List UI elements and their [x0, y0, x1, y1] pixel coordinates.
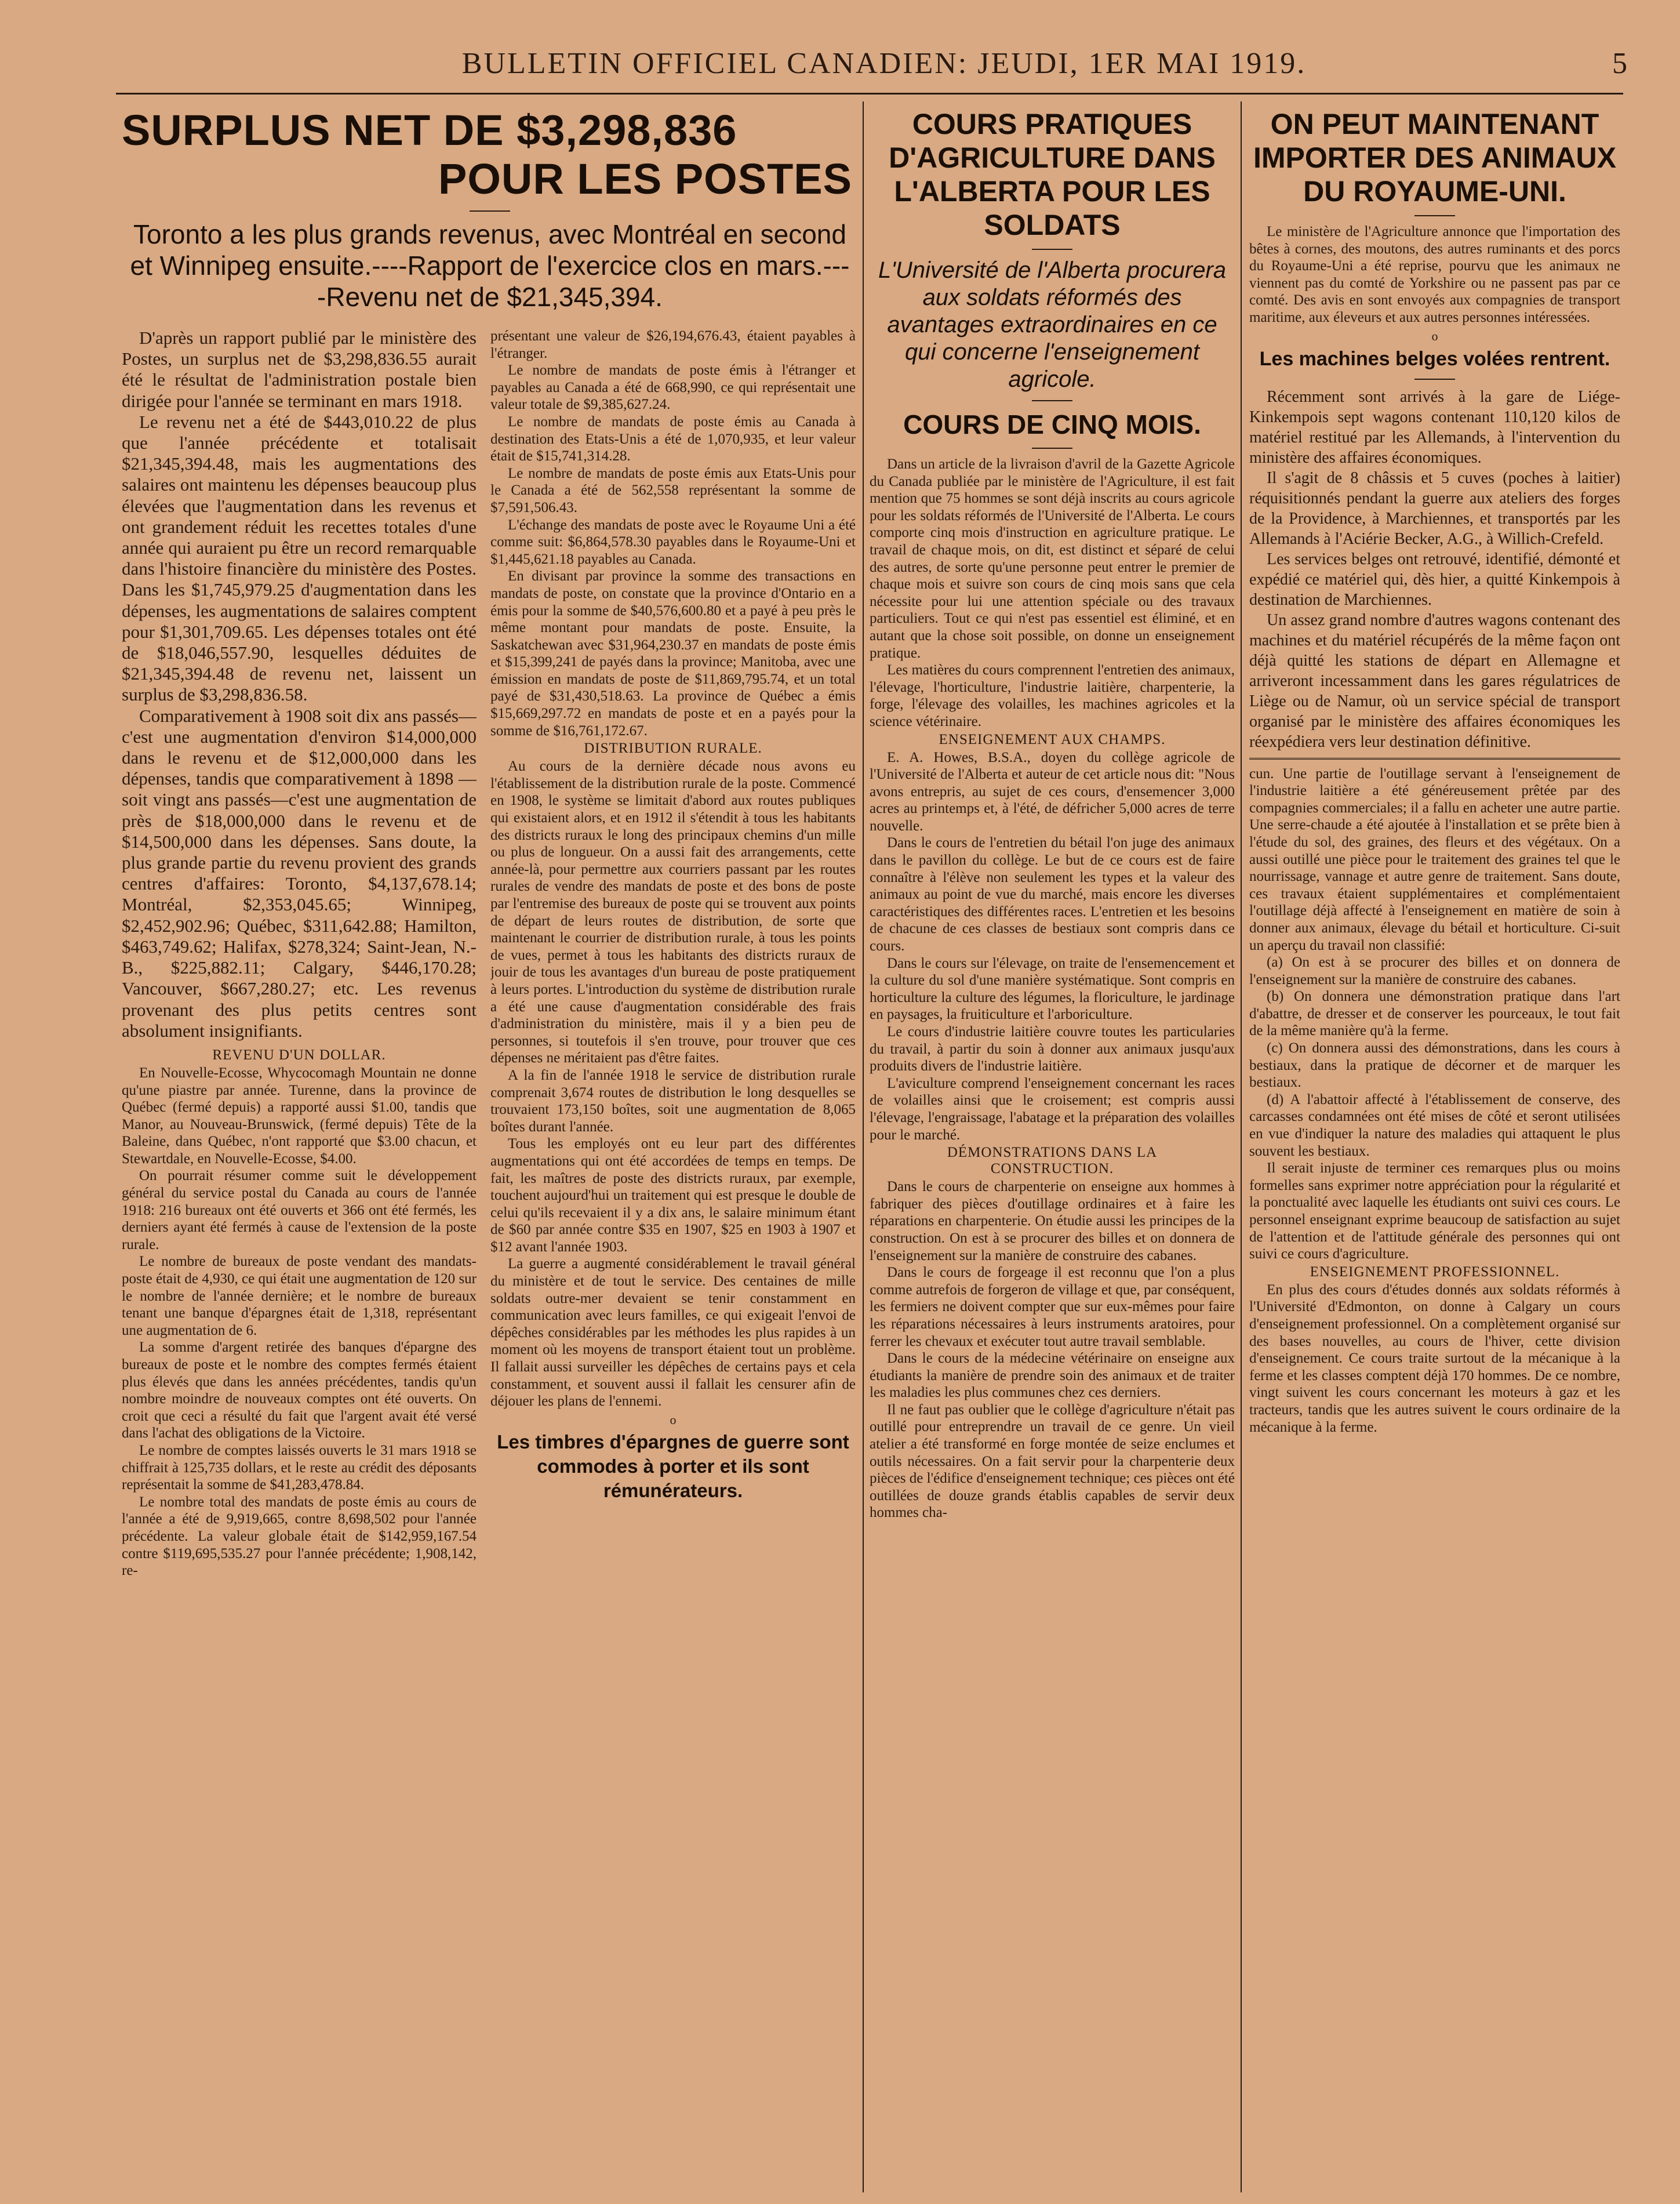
headline-rule [470, 210, 510, 212]
masthead: BULLETIN OFFICIEL CANADIEN: JEUDI, 1ER MAI 1919. [461, 47, 1307, 80]
paragraph: Il serait injuste de terminer ces remarques plus ou moins formelles sans exprimer notre appréciation pour la régularité et la ponctualité avec laquelle les étudiants ont suivi ces cours. Le personnel enseignant exprime beaucoup de satisfaction au sujet de l'attention et de l'attitude générale des personnes qui ont suivi ce cours d'agriculture. [1249, 1160, 1620, 1262]
paragraph: Il ne faut pas oublier que le collège d'agriculture n'était pas outillé pour entreprendre un travail de ce genre. Un vieil atelier a été transformé en forge montée de seize enclumes et outils nécessaires. On a fait servir pour la charpenterie deux pièces de l'édifice d'enseignement technique; ces pièces ont été outillées de douze grands établis capables de servir deux hommes cha- [870, 1401, 1235, 1521]
postes-column-1 [122, 328, 477, 2192]
col2-body-b [490, 758, 856, 1410]
alberta-pro-body [1249, 1281, 1620, 1436]
column-right [1249, 101, 1620, 2192]
subheadline-rule [1032, 448, 1072, 449]
paragraph: Dans le cours de l'entretien du bétail l'on juge des animaux dans le pavillon du collège. Le but de ce cours est de faire connaître à l'élève non seulement les types et la valeur des animaux au point de vue du marché, mais encore les diverses caractéristiques des différentes races. L'entretien et les besoins de chacune de ces classes de bestiaux sont compris dans ce cours. [870, 835, 1235, 954]
paragraph: A la fin de l'année 1918 le service de distribution rurale comprenait 3,674 routes de distribution le long desquelles se trouvaient 173,150 boîtes, soit une augmentation de 8,065 boîtes durant l'année. [490, 1067, 856, 1135]
paragraph: (a) On est à se procurer des billes et on donnera de l'enseignement sur la manière de construire des cabanes. [1249, 954, 1620, 987]
paragraph: cun. Une partie de l'outillage servant à l'enseignement de l'industrie laitière a été généreusement prêtée par des compagnies commerciales; il a fallu en acheter une autre partie. Une serre-chaude a été ajoutée à l'installation et se prête bien à l'étude du sol, des graines, des fleurs et des végétaux. On a aussi outillé une pièce pour le traitement des graines tel que le nourrissage, vannage et autre genre de traitement. Sans doute, ces travaux étaient supplémentaires et complémentaient l'outillage déjà affecté à l'enseignement en matière de soin à donner aux animaux, élevage du bétail et horticulture. Ci-suit un aperçu du travail non classifié: [1249, 765, 1620, 953]
paragraph: En divisant par province la somme des transactions en mandats de poste, on constate que la province d'Ontario en a émis pour la somme de $40,576,600.80 et a payé à peu près le même montant pour mandats de poste. Ensuite, la Saskatchewan avec $31,964,230.37 en mandats de poste émis et $15,399,241 de payés dans la province; Manitoba, avec une émission en mandats de poste de $11,869,795.74, et un total payé de $31,430,518.63. La province de Québec a émis $15,669,297.72 en mandats de poste et en a payés pour la somme de $16,761,172.67. [490, 568, 856, 739]
war-savings-notice: Les timbres d'épargnes de guerre sont commodes à porter et ils sont rémunérateurs. [497, 1430, 849, 1501]
alberta-body-c [870, 1178, 1235, 1522]
subhead-champs: ENSEIGNEMENT AUX CHAMPS. [939, 731, 1166, 747]
paragraph: La guerre a augmenté considérablement le travail général du ministère et de tout le service. Des centaines de mille soldats outre-mer devaient se tenir constamment en communication avec leurs familles, ce qui exigeait l'envoi de dépêches considérables par les méthodes les plus rapides à un moment où les moyens de transport étaient tout un problème. Il fallait aussi surveiller les dépêches de certains pays et cela constamment, et souvent aussi il fallait les censurer afin de déjouer les plans de l'ennemi. [490, 1256, 856, 1410]
paragraph: Dans un article de la livraison d'avril de la Gazette Agricole du Canada publiée par le ministère de l'Agriculture, il est fait mention que 75 hommes se sont déjà inscrits au cours agricole pour les soldats réformés de l'Université de l'Alberta. Le cours comporte cinq mois d'instruction en agriculture pratique. Le travail de chaque mois, on dit, est distinct et séparé de celui des autres, de sorte qu'une personne peut entrer le premier de chaque mois et suivre son cours de cinq mois sans que cela nécessite pour lui une attention spéciale ou des travaux particuliers. Tout ce qui n'est pas essentiel est éliminé, et en autant que la chose soit possible, on donne un enseignement pratique. [870, 456, 1235, 661]
paragraph: La somme d'argent retirée des banques d'épargne des bureaux de poste et le nombre des comptes fermés étaient plus élevés que dans les années précédentes, tandis qu'un nombre moindre de nouveaux comptes ont été ouverts. On croit que ceci a résulté du fait que l'argent avait été versé dans l'achat des obligations de la Victoire. [122, 1339, 477, 1442]
column-rule [1241, 101, 1242, 2192]
subhead-demo: DÉMONSTRATIONS DANS LA CONSTRUCTION. [947, 1145, 1158, 1177]
subhead-professionnel: ENSEIGNEMENT PROFESSIONNEL. [1310, 1263, 1560, 1280]
paragraph: (b) On donnera une démonstration pratique dans l'art d'abattre, de dresser et de conserver les pourceaux, le tout fait de la même manière qu'à la ferme. [1249, 989, 1620, 1039]
paragraph: Dans le cours de la médecine vétérinaire on enseigne aux étudiants la manière de prendre soin des animaux et de traiter les maladies les plus communes chez ces derniers. [870, 1350, 1235, 1401]
alberta-headline: COURS PRATIQUES D'AGRICULTURE DANS L'ALBERTA POUR LES SOLDATS [889, 108, 1216, 241]
col1-large-body [122, 328, 477, 1041]
paragraph: Récemment sont arrivés à la gare de Liége-Kinkempois sept wagons contenant 110,120 kilos de matériel restitué par les Allemands, à l'intervention du ministère des affaires économiques. [1249, 387, 1620, 467]
headline-line1: SURPLUS NET DE $3,298,836 [122, 106, 737, 154]
page-number: 5 [1612, 47, 1629, 80]
alberta-body [870, 456, 1235, 731]
paragraph: (c) On donnera aussi des démonstrations, dans les cours à bestiaux, dans la pratique de décorner et de marquer les bestiaux. [1249, 1040, 1620, 1091]
paragraph: Un assez grand nombre d'autres wagons contenant des machines et du matériel récupérés de la même façon ont déjà quitté les stations de départ en Allemagne et arriveront incessamment dans les gares régulatrices de Liège ou de Namur, où un service spécial de transport organisé par le ministère des affaires économiques les réexpédiera vers leur destination définitive. [1249, 611, 1620, 751]
headline-line2: POUR LES POSTES [438, 155, 852, 203]
paragraph: En Nouvelle-Ecosse, Whycocomagh Mountain ne donne qu'une piastre par année. Turenne, dans la province de Québec (fermé depuis) a rapporté aussi $1.00, tandis que Manor, au Nouveau-Brunswick, (fermé depuis) Tête de la Baleine, dans Québec, n'ont rapporté que $3.00 chacun, et Stewartdale, en Nouvelle-Ecosse, $4.00. [122, 1065, 477, 1167]
paragraph: Les services belges ont retrouvé, identifié, démonté et expédié ce matériel qui, dès hier, a quitté Kinkempois à destination de Marchiennes. [1249, 550, 1620, 609]
paragraph: En plus des cours d'études donnés aux soldats réformés à l'Université d'Edmonton, on donne à Calgary un cours d'enseignement professionnel. On a complètement organisé sur des bases nouvelles, au cours de l'hiver, cette division d'enseignement. Ce cours traite surtout de la mécanique à la ferme et les classes comptent déjà 170 hommes. De ce nombre, vingt suivent les cours concernant les moteurs à gaz et les tracteurs, tandis que les autres suivent le cours ordinaire de la mécanique à la ferme. [1249, 1281, 1620, 1435]
belges-body [1249, 387, 1620, 752]
alberta-continued [1249, 765, 1620, 1263]
alberta-subheadline: COURS DE CINQ MOIS. [903, 409, 1201, 440]
deck-rule [1032, 400, 1072, 401]
paragraph: L'aviculture comprend l'enseignement concernant les races de volailles ainsi que le croisement; est compris aussi l'élevage, l'engraissage, l'abatage et la préparation des volailles pour le marché. [870, 1075, 1235, 1143]
header-rule [116, 93, 1623, 95]
col2-body [490, 328, 856, 739]
subhead-revenu: REVENU D'UN DOLLAR. [212, 1047, 386, 1063]
column-rule [863, 101, 864, 2192]
paragraph: Le nombre de bureaux de poste vendant des mandats-poste était de 4,930, ce qui était une augmentation de 120 sur le nombre de l'année dernière; et le nombre de bureaux tenant une banque d'épargnes était de 1,318, représentant une augmentation de 6. [122, 1254, 477, 1338]
headline-rule [1414, 215, 1455, 216]
section-rule [1249, 758, 1620, 760]
paragraph: Le revenu net a été de $443,010.22 de plus que l'année précédente et totalisait $21,345,394.48, mais les augmentations des salaires ont maintenu les dépenses beaucoup plus élevées que l'augmentation dans les revenus et ont grandement réduit les recettes totales d'une année qui auraient pu être un record remarquable dans l'histoire financière du ministère des Postes. Dans les $1,745,979.25 d'augmentation dans les dépenses, les augmentations de salaires comptent pour $1,301,709.65. Les dépenses totales ont été de $18,046,557.90, lesquelles déduites de $21,345,394.48 de revenu net, laissent un surplus de $3,298,836.58. [122, 411, 477, 705]
import-body [1249, 223, 1620, 326]
paragraph: Au cours de la dernière décade nous avons eu l'établissement de la distribution rurale de la poste. Commencé en 1908, le système se limitait d'abord aux routes publiques qui existaient alors, et en 1912 il s'étendit à tous les habitants des districts ruraux le long des principaux chemins d'un mille ou plus de longueur. On a aussi fait des arrangements, cette année-là, pour permettre aux courriers passant par les routes rurales de vendre des mandats de poste et des bons de poste par l'entremise des bureaux de poste qui se trouvent aux points de départ de leurs routes de distribution, de sorte que maintenant le courrier de distribution rurale, à tous les points de vues, permet à tous les habitants des districts ruraux de jouir de tous les avantages d'un bureau de poste pratiquement à leurs portes. L'introduction du système de distribution rurale a été une cause d'augmentation considérable des frais d'administration du ministère, mais il y a bien peu de personnes, si toutefois il s'en trouve, pour trouver que ces dépenses ne méritaient pas d'être faites. [490, 758, 856, 1066]
subhead-distribution: DISTRIBUTION RURALE. [584, 740, 762, 757]
paragraph: Il s'agit de 8 châssis et 5 cuves (poches à laitier) réquisitionnés pendant la guerre aux ateliers des forges de la Providence, à Marchiennes, et transportés par les Allemands à l'Aciérie Becker, A.G., à Willich-Crefeld. [1249, 469, 1620, 548]
paragraph: Le nombre de mandats de poste émis aux Etats-Unis pour le Canada a été de 562,558 représentant la somme de $7,591,506.43. [490, 465, 856, 515]
alberta-deck: L'Université de l'Alberta procurera aux soldats réformés des avantages extraordinaires en ce qui concerne l'enseignement agricole. [878, 257, 1226, 392]
paragraph: Tous les employés ont eu leur part des différentes augmentations qui ont été accordées de temps en temps. De fait, les maîtres de poste des districts ruraux, par exemple, touchent aujourd'hui un traitement qui est presque le double de celui qu'ils recevaient il y a dix ans, le salaire minimum étant de $60 par année contre $35 en 1907, $25 en 1903 à 1907 et $12 avant l'année 1903. [490, 1136, 856, 1255]
masthead-line [116, 46, 1652, 93]
paragraph: Dans le cours de forgeage il est reconnu que l'on a plus comme autrefois de forgeron de village et que, par conséquent, les fermiers ne doivent compter que sur eux-mêmes pour faire les réparations nécessaires à leurs instruments aratoires, pour ferrer les chevaux et exécuter tout autre travail semblable. [870, 1265, 1235, 1349]
paragraph: Comparativement à 1908 soit dix ans passés—c'est une augmentation d'environ $14,000,000 dans le revenu et de $12,000,000 dans les dépenses, tandis que comparativement à 1898 —soit vingt ans passés—c'est une augmentation de près de $18,000,000 dans le revenu et de $14,500,000 dans les dépenses. Sans doute, la plus grande partie du revenu provient des grands centres d'affaires: Toronto, $4,137,678.14; Montréal, $2,353,045.65; Winnipeg, $2,452,902.96; Québec, $311,642.88; Hamilton, $463,749.62; Halifax, $278,324; Saint-Jean, N.-B., $225,882.11; Calgary, $446,170.28; Vancouver, $667,280.27; etc. Les revenus provenant des plus petits centres sont absolument insignifiants. [122, 705, 477, 1041]
paragraph: Les matières du cours comprennent l'entretien des animaux, l'élevage, l'horticulture, l'industrie laitière, charpenterie, la forge, l'élevage des volailles, les machines agricoles et la science vétérinaire. [870, 662, 1235, 729]
paragraph: (d) A l'abattoir affecté à l'établissement de conserve, des carcasses condamnées ont été mises de côté et seront utilisées en vue d'indiquer la nature des maladies qui attaquent le plus souvent les bestiaux. [1249, 1091, 1620, 1159]
paragraph: On pourrait résumer comme suit le développement général du service postal du Canada au cours de l'année 1918: 216 bureaux ont été ouverts et 366 ont été fermés, les derniers ayant été fermés à cause de l'extension de la poste rurale. [122, 1168, 477, 1252]
paragraph: Dans le cours de charpenterie on enseigne aux hommes à fabriquer des pièces d'outillage ordinaires et à faire les réparations en charpenterie. On étudie aussi les principes de la construction. On est à se procurer des billes et on donnera de l'enseignement sur la manière de construire des cabanes. [870, 1179, 1235, 1263]
import-headline: ON PEUT MAINTENANT IMPORTER DES ANIMAUX DU ROYAUME-UNI. [1253, 108, 1616, 208]
paragraph: Le ministère de l'Agriculture annonce que l'importation des bêtes à cornes, des moutons, des autres ruminants et des porcs du Royaume-Uni a été reprise, pourvu que les animaux ne viennent pas du comté de Yorkshire ou ne passent pas par ce comté. Des avis en sont envoyés aux compagnies de transport maritime, aux éleveurs et aux autres personnes intéressées. [1249, 224, 1620, 325]
paragraph: présentant une valeur de $26,194,676.43, étaient payables à l'étranger. [490, 328, 856, 361]
paragraph: Le nombre de mandats de poste émis au Canada à destination des Etats-Unis a été de 1,070,935, et leur valeur était de $15,741,314.28. [490, 413, 856, 464]
separator-mark: o [670, 1412, 677, 1427]
article-deck: Toronto a les plus grands revenus, avec Montréal en second et Winnipeg ensuite.----Rapport de l'exercice clos en mars.----Revenu net de $21,345,394. [130, 219, 850, 312]
belges-headline: Les machines belges volées rentrent. [1259, 347, 1610, 370]
paragraph: Le nombre total des mandats de poste émis au cours de l'année a été de 9,919,665, contre 8,698,502 pour l'année précédente. La valeur globale était de $142,959,167.54 contre $119,695,535.27 pour l'année précédente; 1,908,142, re- [122, 1494, 477, 1579]
col1-small-body [122, 1065, 477, 1580]
paragraph: D'après un rapport publié par le ministère des Postes, un surplus net de $3,298,836.55 aurait été le résultat de l'administration postale bien dirigée pour l'année se terminant en mars 1918. [122, 328, 477, 411]
article-postes [122, 101, 858, 2192]
postes-column-2 [490, 328, 856, 2192]
separator-mark: o [1431, 328, 1438, 343]
headline-rule [1414, 379, 1455, 380]
paragraph: Le nombre de comptes laissés ouverts le 31 mars 1918 se chiffrait à 125,735 dollars, et le reste au crédit des déposants représentait la somme de $41,283,478.84. [122, 1442, 477, 1493]
paragraph: E. A. Howes, B.S.A., doyen du collège agricole de l'Université de l'Alberta et auteur de cet article nous dit: "Nous avons entrepris, au sujet de ces cours, d'ensemencer 3,000 acres au printemps et, à l'été, de défricher 5,000 acres de terre nouvelle. [870, 749, 1235, 834]
paragraph: L'échange des mandats de poste avec le Royaume Uni a été comme suit: $6,864,578.30 payables dans le Royaume-Uni et $1,445,621.18 payables au Canada. [490, 517, 856, 567]
paragraph: Le cours d'industrie laitière couvre toutes les particularies du travail, à partir du soin à donner aux animaux jusqu'aux produits divers de l'industrie laitière. [870, 1024, 1235, 1074]
alberta-body-b [870, 749, 1235, 1144]
paragraph: Dans le cours sur l'élevage, on traite de l'ensemencement et la culture du sol d'une manière systématique. Sont compris en horticulture la culture des légumes, la floriculture, le jardinage en paysages, la fruiticulture et l'arboriculture. [870, 955, 1235, 1023]
paragraph: Le nombre de mandats de poste émis à l'étranger et payables au Canada a été de 668,990, ce qui représentait une valeur totale de $9,385,627.24. [490, 362, 856, 413]
headline-rule [1032, 249, 1072, 250]
article-alberta [870, 101, 1235, 2192]
